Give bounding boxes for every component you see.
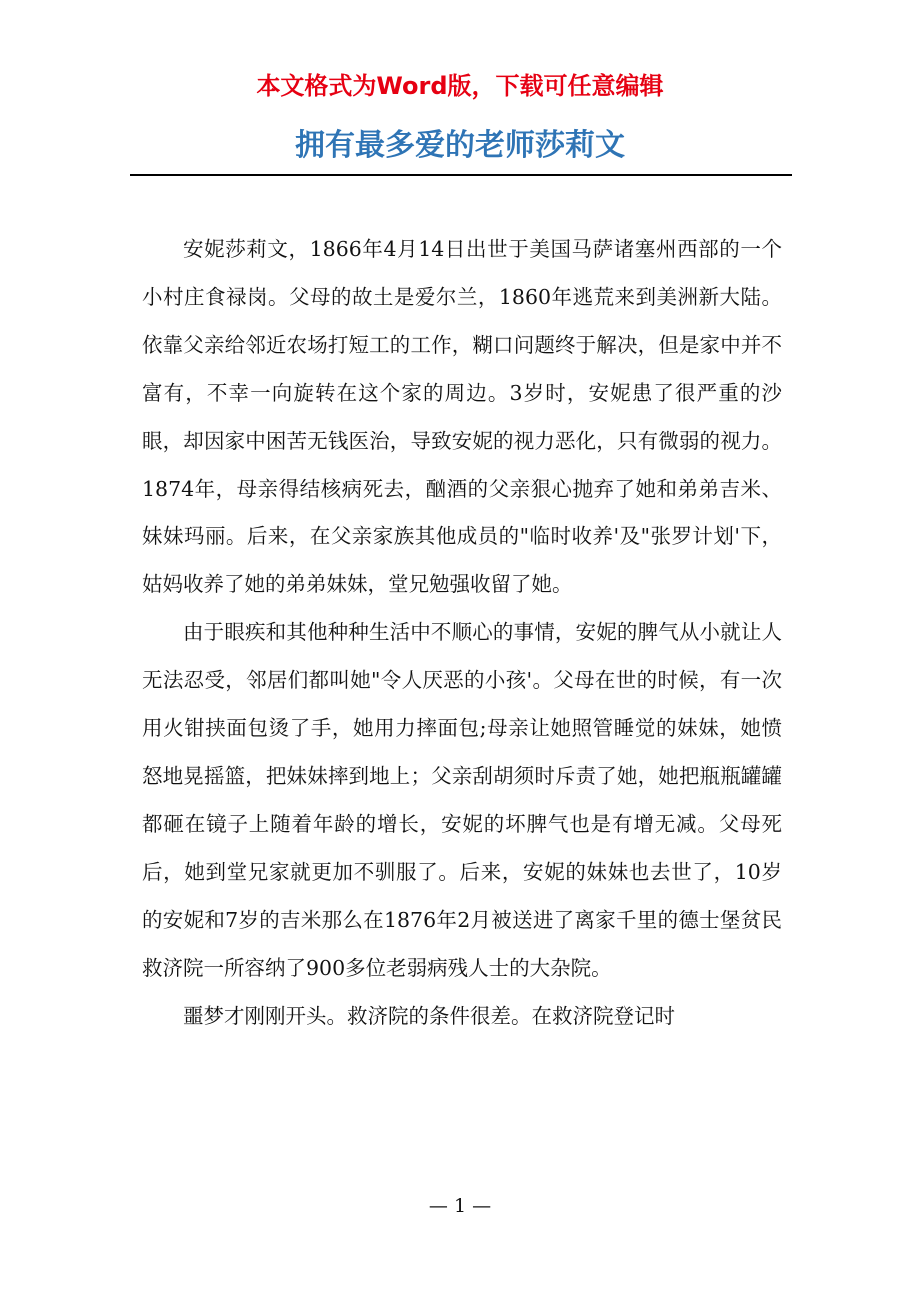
document-title: 拥有最多爱的老师莎莉文 — [295, 128, 625, 163]
page-number: — 1 — — [428, 1195, 492, 1217]
download-notice: 本文格式为Word版，下载可任意编辑 — [256, 72, 664, 100]
paragraph-3: 噩梦才刚刚开头。救济院的条件很差。在救济院登记时 — [183, 1003, 675, 1028]
document-body — [142, 226, 782, 1040]
title-divider — [130, 174, 792, 176]
paragraph-1: 安妮莎莉文，1866年4月14日出世于美国马萨诸塞州西部的一个小村庄食禄岗。父母的故土是爱尔兰，1860年逃荒来到美洲新大陆。依靠父亲给邻近农场打短工的工作，糊口问题终于解决，但是家中并不富有，不幸一向旋转在这个家的周边。3岁时，安妮患了很严重的沙眼，却因家中困苦无钱医治，导致安妮的视力恶化，只有微弱的视力。1874年，母亲得结核病死去，酗酒的父亲狠心抛弃了她和弟弟吉米、妹妹玛丽。后来，在父亲家族其他成员的"临时收养'及"张罗计划'下，姑妈收养了她的弟弟妹妹，堂兄勉强收留了她。 — [142, 237, 782, 597]
paragraph-2: 由于眼疾和其他种种生活中不顺心的事情，安妮的脾气从小就让人无法忍受，邻居们都叫她"令人厌恶的小孩'。父母在世的时候，有一次用火钳挟面包烫了手，她用力摔面包;母亲让她照管睡觉的妹妹，她愤怒地晃摇篮，把妹妹摔到地上；父亲刮胡须时斥责了她，她把瓶瓶罐罐都砸在镜子上随着年龄的增长，安妮的坏脾气也是有增无减。父母死后，她到堂兄家就更加不驯服了。后来，安妮的妹妹也去世了，10岁的安妮和7岁的吉米那么在1876年2月被送进了离家千里的德士堡贫民救济院一所容纳了900多位老弱病残人士的大杂院。 — [142, 620, 782, 980]
